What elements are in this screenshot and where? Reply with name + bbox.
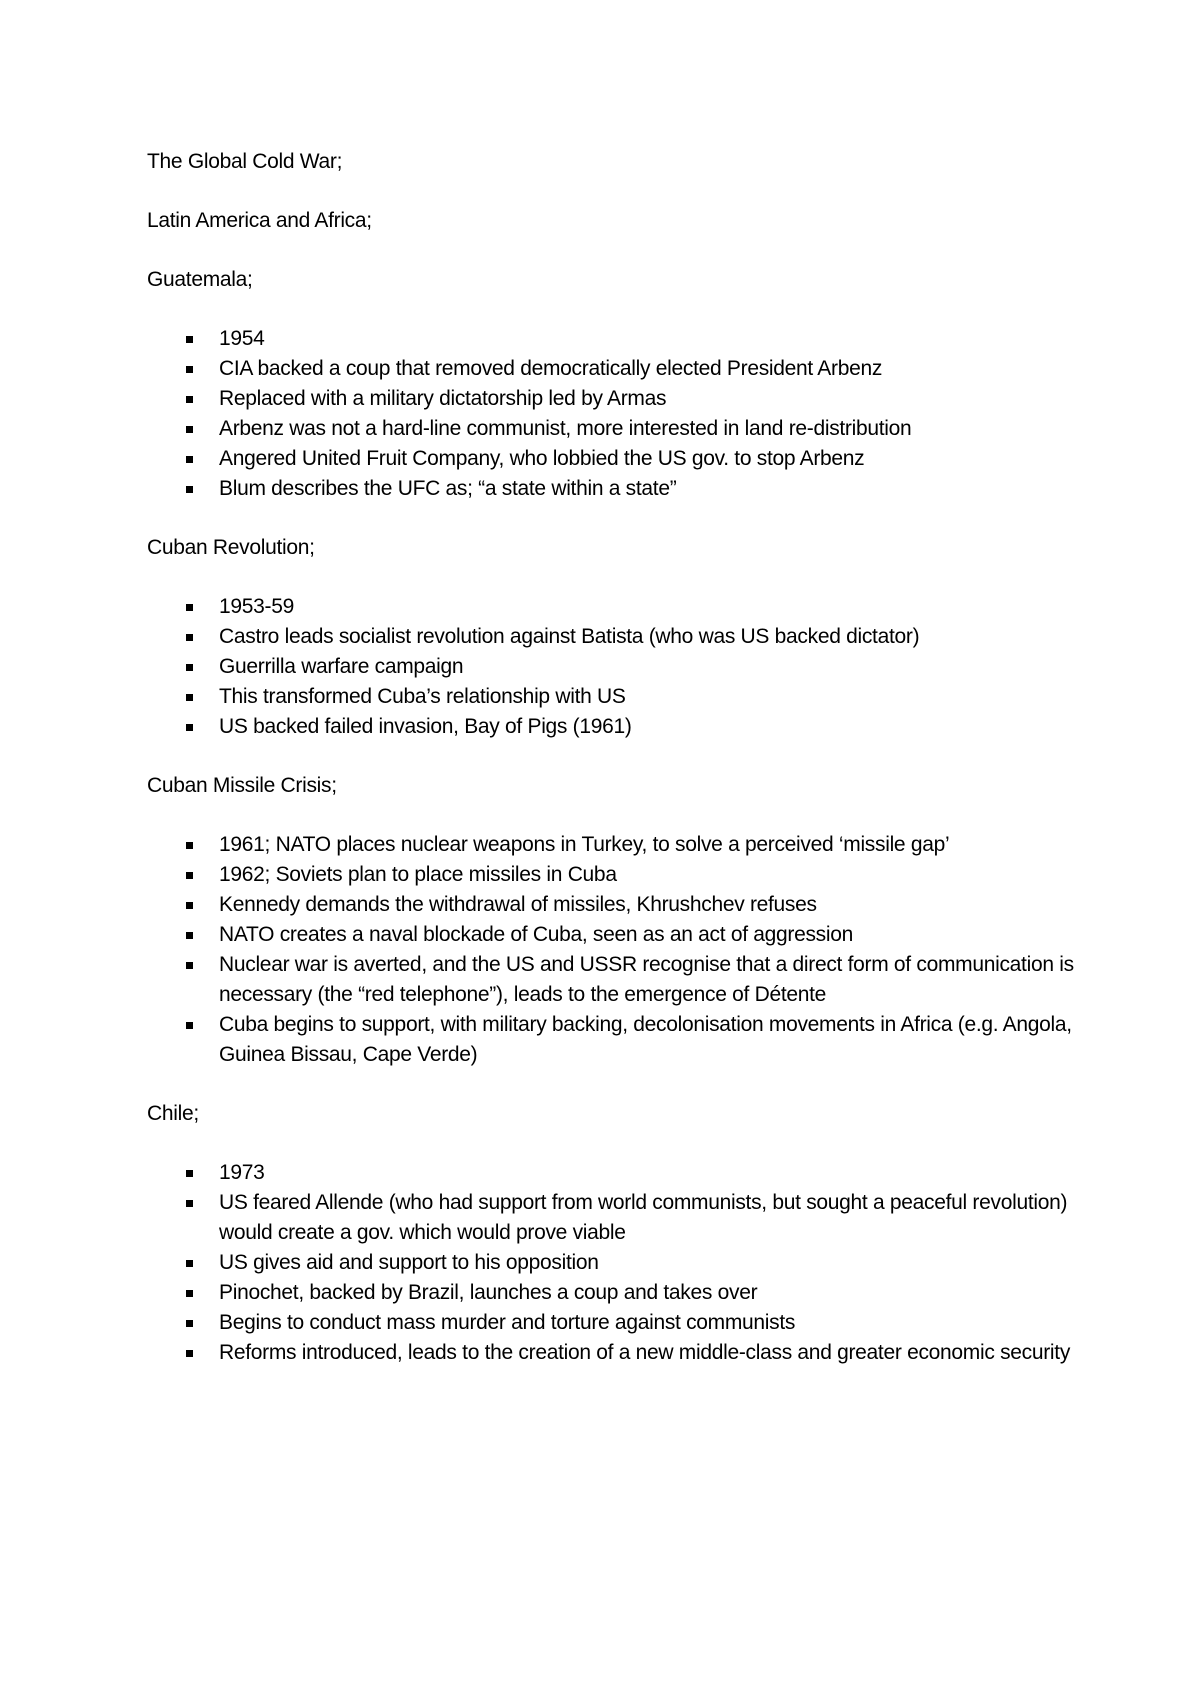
list-item: 1954 xyxy=(147,324,1077,354)
list-item: US backed failed invasion, Bay of Pigs (1961) xyxy=(147,712,1077,742)
bullet-list-guatemala xyxy=(147,324,1077,504)
document-subtitle: Latin America and Africa; xyxy=(147,209,372,232)
list-item: Nuclear war is averted, and the US and USSR recognise that a direct form of communication is necessary (the “red telephone”), leads to the emergence of Détente xyxy=(147,950,1077,1010)
list-item: 1961; NATO places nuclear weapons in Turkey, to solve a perceived ‘missile gap’ xyxy=(147,830,1077,860)
document-title: The Global Cold War; xyxy=(147,150,343,173)
list-item: CIA backed a coup that removed democratically elected President Arbenz xyxy=(147,354,1077,384)
list-item: Kennedy demands the withdrawal of missiles, Khrushchev refuses xyxy=(147,890,1077,920)
list-item: NATO creates a naval blockade of Cuba, seen as an act of aggression xyxy=(147,920,1077,950)
list-item: Arbenz was not a hard-line communist, more interested in land re-distribution xyxy=(147,414,1077,444)
bullet-list-cuban-revolution xyxy=(147,592,1077,742)
list-item: US gives aid and support to his opposition xyxy=(147,1248,1077,1278)
section-heading-cuban-revolution: Cuban Revolution; xyxy=(147,536,315,559)
list-item: Reforms introduced, leads to the creation of a new middle-class and greater economic security xyxy=(147,1338,1077,1368)
document-body xyxy=(147,147,1077,1397)
list-item: Blum describes the UFC as; “a state within a state” xyxy=(147,474,1077,504)
list-item: Begins to conduct mass murder and torture against communists xyxy=(147,1308,1077,1338)
list-item: Cuba begins to support, with military backing, decolonisation movements in Africa (e.g. Angola, Guinea Bissau, Cape Verde) xyxy=(147,1010,1077,1070)
list-item: Pinochet, backed by Brazil, launches a coup and takes over xyxy=(147,1278,1077,1308)
bullet-list-cuban-missile-crisis xyxy=(147,830,1077,1070)
list-item: 1953-59 xyxy=(147,592,1077,622)
list-item: Castro leads socialist revolution against Batista (who was US backed dictator) xyxy=(147,622,1077,652)
section-heading-chile: Chile; xyxy=(147,1102,199,1125)
list-item: Angered United Fruit Company, who lobbied the US gov. to stop Arbenz xyxy=(147,444,1077,474)
list-item: US feared Allende (who had support from world communists, but sought a peaceful revolution) would create a gov. which would prove viable xyxy=(147,1188,1077,1248)
list-item: Replaced with a military dictatorship led by Armas xyxy=(147,384,1077,414)
section-heading-cuban-missile-crisis: Cuban Missile Crisis; xyxy=(147,774,337,797)
list-item: This transformed Cuba’s relationship with US xyxy=(147,682,1077,712)
bullet-list-chile xyxy=(147,1158,1077,1368)
section-heading-guatemala: Guatemala; xyxy=(147,268,253,291)
list-item: Guerrilla warfare campaign xyxy=(147,652,1077,682)
list-item: 1962; Soviets plan to place missiles in Cuba xyxy=(147,860,1077,890)
list-item: 1973 xyxy=(147,1158,1077,1188)
